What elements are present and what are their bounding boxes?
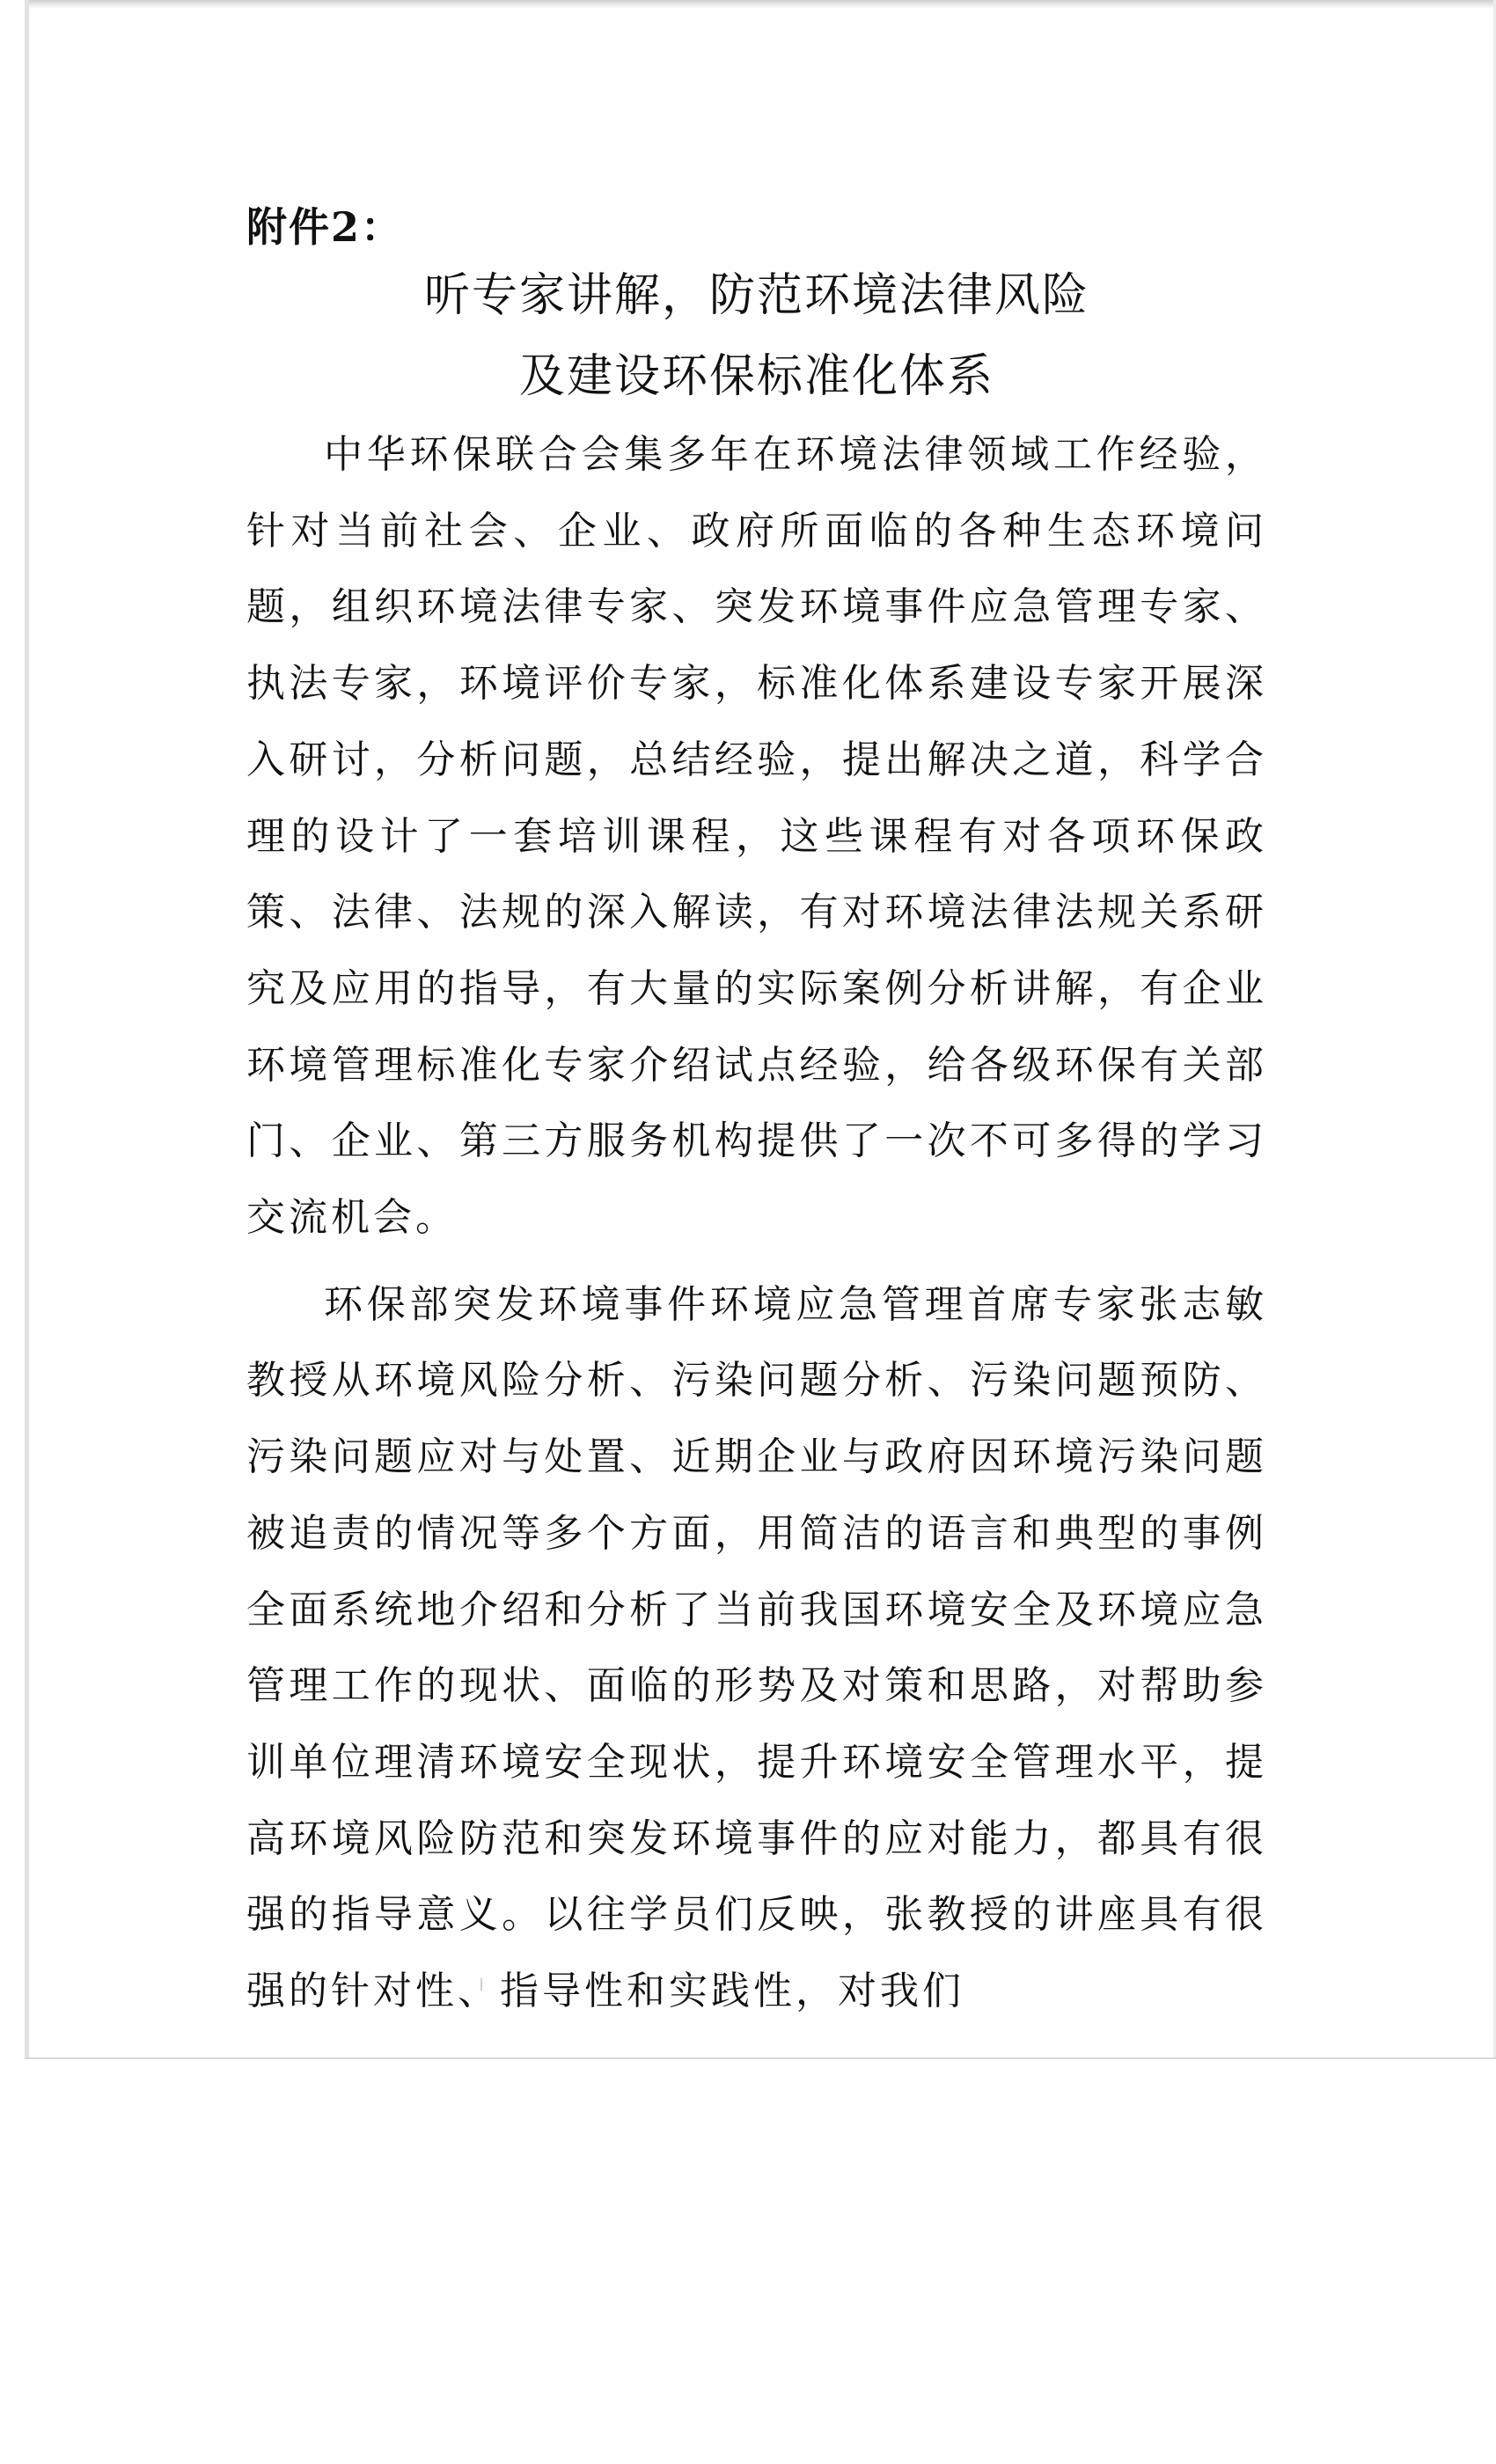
document-title xyxy=(246,255,1267,417)
paragraph-gap xyxy=(246,1257,1267,1267)
document-body xyxy=(246,201,1267,2030)
scan-top-edge xyxy=(25,0,1496,9)
scan-left-edge xyxy=(25,0,29,2057)
document-title-line-1: 听专家讲解，防范环境法律风险 xyxy=(423,269,1089,322)
paragraph-2: 环保部突发环境事件环境应急管理首席专家张志敏教授从环境风险分析、污染问题分析、污染问题预防、污染问题应对与处置、近期企业与政府因环境污染问题被追责的情况等多个方面，用简洁的语言和典型的事例全面系统地介绍和分析了当前我国环境安全及环境应急管理工作的现状、面临的形势及对策和思路，对帮助参训单位理清环境安全现状，提升环境安全管理水平，提高环境风险防范和突发环境事件的应对能力，都具有很强的指导意义。以往学员们反映，张教授的讲座具有很强的针对性、指导性和实践性，对我们 xyxy=(246,1281,1267,2014)
paragraph-1: 中华环保联合会集多年在环境法律领域工作经验，针对当前社会、企业、政府所面临的各种生态环境问题，组织环境法律专家、突发环境事件应急管理专家、执法专家，环境评价专家，标准化体系建设专家开展深入研讨，分析问题，总结经验，提出解决之道，科学合理的设计了一套培训课程，这些课程有对各项环保政策、法律、法规的深入解读，有对环境法律法规关系研究及应用的指导，有大量的实际案例分析讲解，有企业环境管理标准化专家介绍试点经验，给各级环保有关部门、企业、第三方服务机构提供了一次不可多得的学习交流机会。 xyxy=(246,432,1267,1241)
document-title-line-2: 及建设环保标准化体系 xyxy=(518,350,994,403)
attachment-label: 附件2： xyxy=(246,203,404,251)
